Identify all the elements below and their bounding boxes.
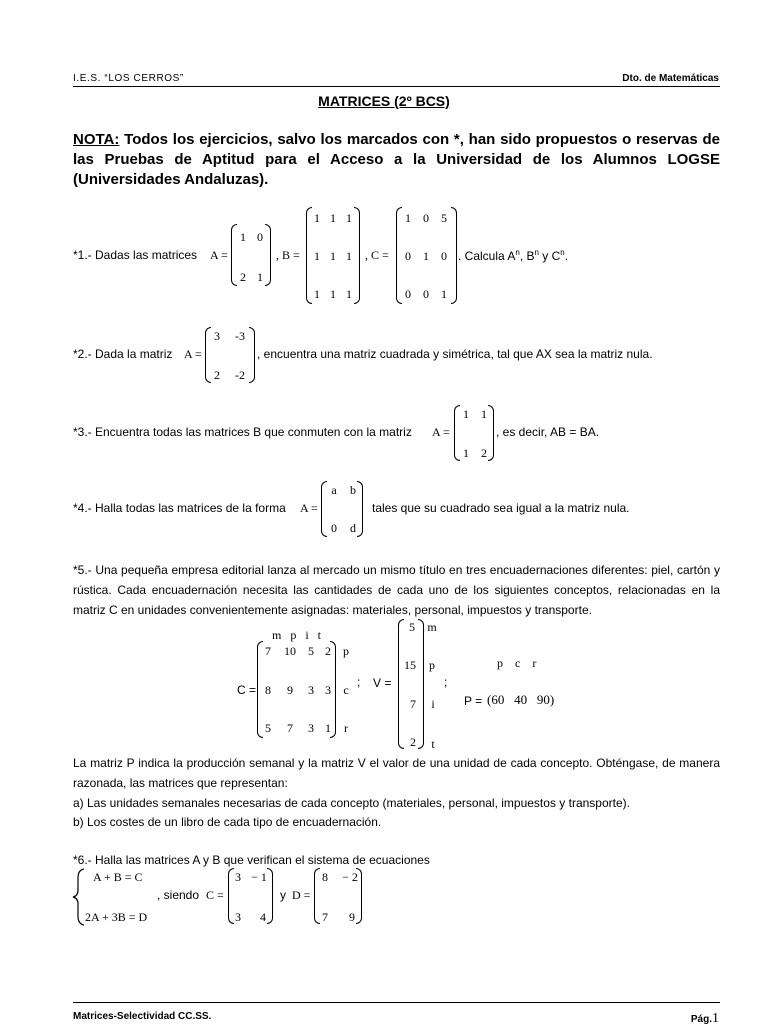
ex5-c-col-labels: m p i t <box>272 628 322 642</box>
matrix-cell: 15 <box>404 658 416 672</box>
matrix-cell: 0 <box>405 287 411 301</box>
matrix-cell: 5 <box>441 211 447 225</box>
matrix-cell: 1 <box>463 446 469 460</box>
matrix-cell: 0 <box>423 211 429 225</box>
matrix-cell: 3 <box>235 870 241 884</box>
ex5-intro: *5.- Una pequeña empresa editorial lanza al mercado un mismo título en tres encuadernaciones diferentes: piel, cartón y rústica. Cada encuadernación necesita las cantidades de cada uno de los siguientes conceptos, relacionadas en la matriz C en unidades convenientemente asignadas: materiales, personal, impuestos y transporte. <box>73 563 720 617</box>
ex5-after: La matriz P indica la producción semanal y la matriz V el valor de una unidad de cada concepto. Obténgase, de manera razonada, las matrices que representan: <box>73 756 720 790</box>
ex1-b-bracket-right <box>354 207 360 304</box>
ex6-c-bracket-right <box>267 868 273 924</box>
ex4-bracket-left <box>321 481 327 537</box>
ex6-system-brace <box>72 868 86 926</box>
ex5-p-eq: P = <box>464 694 483 708</box>
matrix-cell: − 2 <box>342 870 358 884</box>
header-divider <box>73 86 720 87</box>
matrix-cell: 1 <box>314 249 320 263</box>
matrix-cell: 1 <box>257 270 263 284</box>
matrix-cell: 2 <box>410 735 416 749</box>
ex1-a-bracket-left <box>231 224 237 286</box>
ex6-d-eq: D = <box>292 888 311 902</box>
ex1-tail-text: y C <box>538 249 561 263</box>
ex1-c-bracket-right <box>451 207 457 304</box>
ex3-a-eq: A = <box>432 425 450 439</box>
ex2-bracket-left <box>205 327 211 383</box>
matrix-cell: 1 <box>240 230 246 244</box>
ex1-a-eq: A = <box>210 248 228 262</box>
matrix-cell: 7 <box>322 910 328 924</box>
ex2-a-eq: A = <box>184 347 202 361</box>
matrix-cell: 3 <box>214 329 220 343</box>
ex1-exp: n <box>515 248 520 257</box>
page-label: Pág. <box>690 1014 712 1025</box>
ex6-c-bracket-left <box>228 868 234 924</box>
ex5-semicolon: ; <box>444 675 448 689</box>
ex6-c-eq: C = <box>206 888 224 902</box>
page-title: MATRICES (2º BCS) <box>318 93 450 109</box>
row-label: t <box>431 737 435 751</box>
ex1-exp: n <box>534 248 539 257</box>
matrix-cell: 1 <box>325 721 331 735</box>
ex3-lead: *3.- Encuentra todas las matrices B que conmuten con la matriz <box>73 425 412 439</box>
ex2-lead: *2.- Dada la matriz <box>73 347 173 361</box>
ex1-a-bracket-right <box>265 224 271 286</box>
ex1-tail-text: . Calcula A <box>458 249 516 263</box>
row-label: p <box>429 658 435 672</box>
ex1-exp: n <box>560 248 565 257</box>
matrix-cell: a <box>331 483 337 497</box>
matrix-cell: 1 <box>346 249 352 263</box>
ex5-c-eq: C = <box>237 683 257 697</box>
matrix-cell: 1 <box>346 211 352 225</box>
matrix-cell: 2 <box>325 644 331 658</box>
nota-paragraph <box>73 130 720 190</box>
ex1-tail <box>458 248 568 263</box>
matrix-cell: 0 <box>441 249 447 263</box>
matrix-cell: 5 <box>409 620 415 634</box>
matrix-cell: -2 <box>235 368 245 382</box>
matrix-cell: 9 <box>287 683 293 697</box>
ex3-bracket-left <box>454 405 460 461</box>
matrix-cell: 1 <box>330 287 336 301</box>
matrix-cell: 9 <box>349 910 355 924</box>
ex5-semicolon: ; <box>357 675 361 689</box>
ex6-y: y <box>280 888 286 902</box>
matrix-cell: -3 <box>235 329 245 343</box>
ex5-v-eq: V = <box>373 676 392 690</box>
matrix-cell: 1 <box>423 249 429 263</box>
header-department: Dto. de Matemáticas <box>622 73 719 84</box>
ex6-siendo: , siendo <box>157 888 200 902</box>
ex6-d-bracket-left <box>314 868 320 924</box>
ex5-part-b: b) Los costes de un libro de cada tipo de encuadernación. <box>73 815 382 829</box>
nota-label: NOTA: <box>73 131 120 148</box>
matrix-cell: 10 <box>284 644 296 658</box>
matrix-cell: 0 <box>331 521 337 535</box>
ex1-c-bracket-left <box>396 207 402 304</box>
row-label: p <box>343 644 349 658</box>
matrix-cell: 7 <box>265 644 271 658</box>
ex3-tail: , es decir, AB = BA. <box>496 425 600 439</box>
matrix-cell: 8 <box>322 870 328 884</box>
ex1-tail-text: , B <box>519 249 535 263</box>
matrix-cell: 1 <box>330 249 336 263</box>
matrix-cell: 0 <box>257 230 263 244</box>
matrix-cell: 2 <box>240 270 246 284</box>
matrix-cell: 4 <box>260 910 266 924</box>
ex1-tail-text: . <box>564 249 569 263</box>
row-label: c <box>343 683 349 697</box>
ex6-eq1: A + B = C <box>93 870 143 884</box>
ex5-matrix-p: (60 40 90) <box>487 692 555 707</box>
footer-divider <box>73 1002 720 1003</box>
row-label: i <box>431 697 435 711</box>
matrix-cell: 3 <box>308 683 314 697</box>
page-number <box>691 1011 719 1027</box>
ex1-b-bracket-left <box>306 207 312 304</box>
ex5-p-col-labels: p c r <box>497 656 537 670</box>
matrix-cell: 0 <box>405 249 411 263</box>
matrix-cell: 1 <box>463 407 469 421</box>
ex4-lead: *4.- Halla todas las matrices de la forma <box>73 501 286 515</box>
ex6-lead: *6.- Halla las matrices A y B que verifican el sistema de ecuaciones <box>73 853 430 867</box>
ex1-lead: *1.- Dadas las matrices <box>73 248 198 262</box>
ex5-part-a: a) Las unidades semanales necesarias de cada concepto (materiales, personal, impuestos y transporte). <box>73 796 630 810</box>
matrix-cell: 8 <box>265 683 271 697</box>
matrix-cell: 3 <box>325 683 331 697</box>
matrix-cell: 1 <box>346 287 352 301</box>
ex1-c-eq: , C = <box>365 248 389 262</box>
ex2-bracket-right <box>249 327 255 383</box>
matrix-cell: 7 <box>410 697 416 711</box>
ex4-bracket-right <box>357 481 363 537</box>
page-num: 1 <box>712 1011 719 1026</box>
matrix-cell: 1 <box>330 211 336 225</box>
row-label: m <box>427 620 437 634</box>
matrix-cell: 3 <box>235 910 241 924</box>
footer-title: Matrices-Selectividad CC.SS. <box>73 1011 212 1022</box>
matrix-cell: 1 <box>314 287 320 301</box>
ex4-tail: tales que su cuadrado sea igual a la matriz nula. <box>372 501 630 515</box>
header-school: I.E.S. “LOS CERROS” <box>73 73 184 84</box>
matrix-cell: d <box>350 521 356 535</box>
ex3-bracket-right <box>488 405 494 461</box>
matrix-cell: 2 <box>481 446 487 460</box>
ex5-v-bracket-right <box>418 619 424 749</box>
matrix-cell: 1 <box>314 211 320 225</box>
matrix-cell: − 1 <box>251 870 267 884</box>
matrix-cell: 0 <box>423 287 429 301</box>
matrix-cell: 5 <box>265 721 271 735</box>
ex5-v-bracket-left <box>398 619 404 749</box>
ex1-b-eq: , B = <box>276 248 300 262</box>
matrix-cell: 1 <box>481 407 487 421</box>
matrix-cell: b <box>350 483 356 497</box>
row-label: r <box>344 721 348 735</box>
matrix-cell: 3 <box>308 721 314 735</box>
ex6-eq2: 2A + 3B = D <box>85 910 148 924</box>
matrix-cell: 1 <box>441 287 447 301</box>
ex4-a-eq: A = <box>300 501 318 515</box>
ex2-tail: , encuentra una matriz cuadrada y simétrica, tal que AX sea la matriz nula. <box>257 347 653 361</box>
ex5-c-bracket-left <box>257 641 263 738</box>
nota-text: Todos los ejercicios, salvo los marcados con *, han sido propuestos o reservas de las Pruebas de Aptitud para el Acceso a la Universidad de los Alumnos LOGSE (Universidades Andaluzas). <box>73 131 720 188</box>
matrix-cell: 2 <box>214 368 220 382</box>
matrix-cell: 1 <box>405 211 411 225</box>
matrix-cell: 5 <box>308 644 314 658</box>
matrix-cell: 7 <box>287 721 293 735</box>
